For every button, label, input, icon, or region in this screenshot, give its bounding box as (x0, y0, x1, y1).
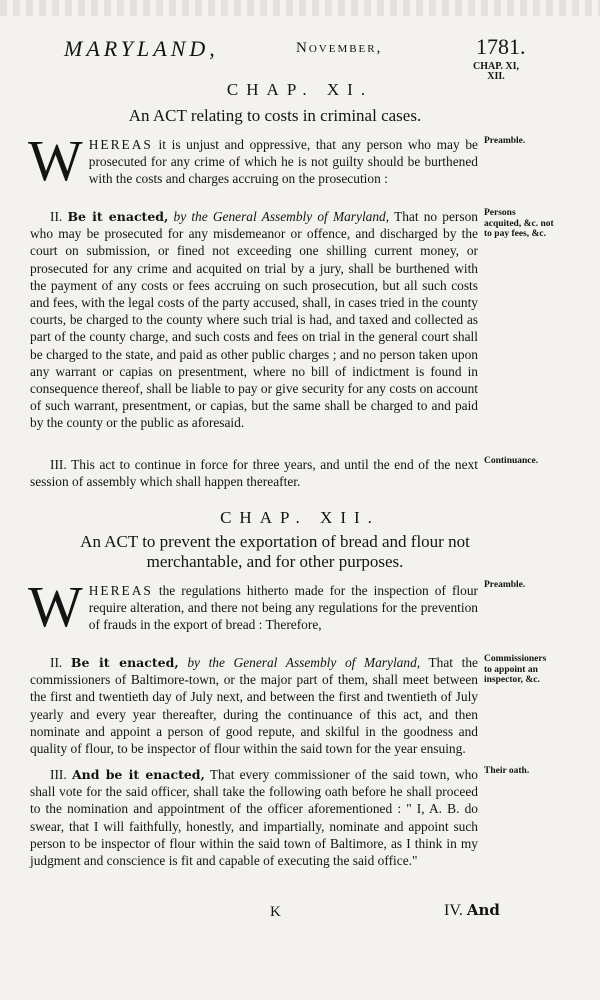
header-chapters: CHAP. XI, XII. (472, 61, 520, 82)
chapter-11-section-3: III. This act to continue in force for three years, and until the end of the next session of assembly which shall happen thereafter. (30, 457, 478, 490)
catchword: IV. And (444, 901, 500, 919)
margin-note: Persons acquited, &c. not to pay fees, &c. (484, 208, 554, 239)
running-header (64, 36, 524, 62)
chapter-11-preamble: WHEREAS it is unjust and oppressive, that any person who may be prosecuted for any crime of which he is not guilty should be burthened with the costs and charges accruing on the prosecution : (28, 128, 478, 193)
chapter-12-section-2: II. Be it enacted, by the General Assembly of Maryland, That the commissioners of Baltimore-town, or the major part of them, shall meet between the first and twentieth day of July next, and between the first and twentieth of July yearly and every year thereafter, during the continuance of this act, and then nominate and appoint a person of good repute, and skilful in the goodness and quality of flour, to be inspector of flour within the said town for the year ensuing. (30, 655, 478, 757)
chapter-12-preamble: WHEREAS the regulations hitherto made for the inspection of flour require alteration, and there not being any regulations for the prevention of frauds in the export of bread : Therefore, (28, 574, 478, 639)
chapter-12-title: An ACT to prevent the exportation of bread and flour not merchantable, and for other purposes. (80, 532, 470, 571)
signature-mark: K (270, 904, 281, 920)
header-year: 1781. (476, 34, 526, 59)
chapter-11-section-2: II. Be it enacted, by the General Assembly of Maryland, That no person who may be prosecuted for any misdemeanor or offence, and discharged by the court on submission, or fined not exceeding one shilling current money, or prosecuted for any crime and acquited on trial by a jury, shall be burthened with the payment of any costs or fees accruing on such prosecution, but all such costs and fees, with the legal costs of the party accused, shall, in cases tried in the county courts, be charged to the county where such trial is had, and taxed and collected as part of the county charge, and such costs and fees on trial in the general court shall be charged to the state, and paid as other public charges ; and no person taken upon any warrant or capias on presentment, where no bill of indictment is found in consequence thereof, shall be liable to pay or give security for any costs on account of such warrant, presentment, or capias, but the same shall be charged to and paid by the county or the public as aforesaid. (30, 209, 478, 431)
chapter-12-section-3: III. And be it enacted, That every commissioner of the said town, who shall vote for the said officer, shall take the following oath before he shall proceed to the nomination and appointment of the officer aforementioned : " I, A. B. do swear, that I will faithfully, honestly, and impartially, nominate and appoint such person to be inspector of flour within the said town of Baltimore, as I think in my judgment and conscience is fit and capable of executing the said office." (30, 767, 478, 869)
margin-note: Their oath. (484, 766, 530, 776)
chapter-12-heading: CHAP. XII. (220, 508, 380, 527)
header-state: MARYLAND, (64, 36, 219, 61)
margin-note: Commissioners to appoint an inspector, &c. (484, 654, 547, 685)
margin-note: Continuance. (484, 456, 539, 466)
chapter-11-heading: CHAP. XI. (226, 80, 374, 99)
dropcap: W (28, 128, 83, 193)
header-month: November, (296, 40, 383, 56)
page-edge (0, 0, 600, 16)
dropcap: W (28, 574, 83, 639)
chapter-11-title: An ACT relating to costs in criminal cases. (128, 106, 422, 125)
margin-note: Preamble. (484, 580, 526, 590)
margin-note: Preamble. (484, 136, 526, 146)
